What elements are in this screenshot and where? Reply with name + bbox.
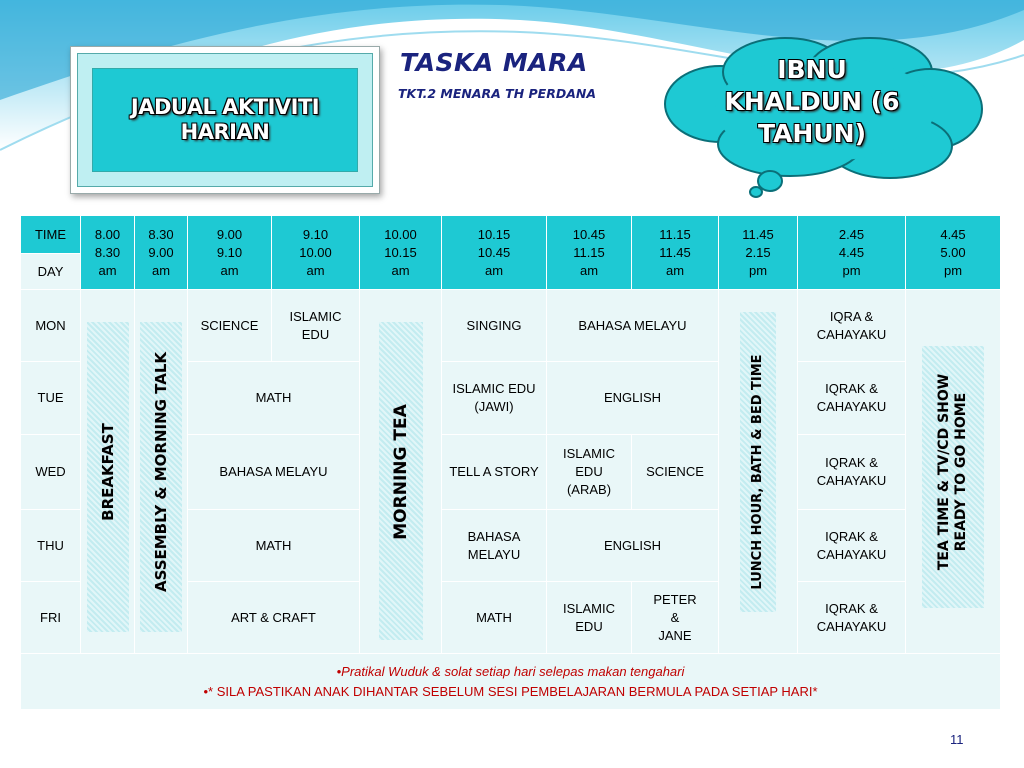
mon-iqra: IQRA & CAHAYAKU	[798, 290, 906, 362]
mon-bahasa-melayu: BAHASA MELAYU	[547, 290, 719, 362]
mon-science: SCIENCE	[188, 290, 272, 362]
tea-time-label: TEA TIME & TV/CD SHOW READY TO GO HOME	[936, 373, 969, 570]
day-mon: MON	[21, 290, 81, 362]
time-slot-1: 8.00 8.30 am	[81, 216, 135, 290]
page-number: 11	[950, 732, 964, 747]
wed-iqrak: IQRAK & CAHAYAKU	[798, 435, 906, 510]
time-slot-3: 9.00 9.10 am	[188, 216, 272, 290]
time-slot-11: 4.45 5.00 pm	[906, 216, 1001, 290]
day-fri: FRI	[21, 582, 81, 654]
fri-peter-jane: PETER & JANE	[632, 582, 719, 654]
tue-math: MATH	[188, 362, 360, 435]
time-slot-4: 9.10 10.00 am	[272, 216, 360, 290]
time-slot-10: 2.45 4.45 pm	[798, 216, 906, 290]
thu-iqrak: IQRAK & CAHAYAKU	[798, 510, 906, 582]
notes-cell	[21, 654, 1001, 710]
note-wuduk: •Pratikal Wuduk & solat setiap hari selepas makan tengahari	[336, 663, 685, 679]
assembly-label: ASSEMBLY & MORNING TALK	[152, 351, 170, 592]
time-slot-9: 11.45 2.15 pm	[719, 216, 798, 290]
lunch-label: LUNCH HOUR, BATH & BED TIME	[750, 353, 765, 590]
tue-iqrak: IQRAK & CAHAYAKU	[798, 362, 906, 435]
organization-address: TKT.2 MENARA TH PERDANA	[398, 86, 597, 101]
time-slot-8: 11.15 11.45 am	[632, 216, 719, 290]
thu-math: MATH	[188, 510, 360, 582]
morning-tea-column	[360, 290, 442, 654]
page-title: JADUAL AKTIVITI HARIAN	[130, 95, 320, 144]
time-slot-7: 10.45 11.15 am	[547, 216, 632, 290]
wed-science: SCIENCE	[632, 435, 719, 510]
wed-islamic-edu: ISLAMIC EDU (ARAB)	[547, 435, 632, 510]
thu-bahasa-melayu: BAHASA MELAYU	[442, 510, 547, 582]
schedule-table	[20, 215, 1001, 710]
morning-tea-label: MORNING TEA	[390, 403, 411, 540]
thu-english: ENGLISH	[547, 510, 719, 582]
time-slot-5: 10.00 10.15 am	[360, 216, 442, 290]
mon-islamic-edu: ISLAMIC EDU	[272, 290, 360, 362]
fri-islamic-edu: ISLAMIC EDU	[547, 582, 632, 654]
breakfast-label: BREAKFAST	[98, 422, 117, 521]
time-slot-6: 10.15 10.45 am	[442, 216, 547, 290]
fri-iqrak: IQRAK & CAHAYAKU	[798, 582, 906, 654]
assembly-column	[135, 290, 188, 654]
breakfast-column	[81, 290, 135, 654]
day-wed: WED	[21, 435, 81, 510]
class-group: IBNU KHALDUN (6 TAHUN)	[724, 55, 900, 148]
time-slot-2: 8.30 9.00 am	[135, 216, 188, 290]
fri-math: MATH	[442, 582, 547, 654]
wed-bahasa-melayu: BAHASA MELAYU	[188, 435, 360, 510]
tue-english: ENGLISH	[547, 362, 719, 435]
note-drop-off: •* SILA PASTIKAN ANAK DIHANTAR SEBELUM SESI PEMBELAJARAN BERMULA PADA SETIAP HARI*	[203, 683, 818, 699]
organization-name: TASKA MARA	[400, 48, 588, 77]
fri-art-craft: ART & CRAFT	[188, 582, 360, 654]
tea-time-column	[906, 290, 1001, 654]
day-label: DAY	[21, 254, 81, 290]
mon-singing: SINGING	[442, 290, 547, 362]
title-box	[70, 46, 380, 194]
day-tue: TUE	[21, 362, 81, 435]
lunch-column	[719, 290, 798, 654]
time-label: TIME	[21, 216, 81, 254]
wed-tell-a-story: TELL A STORY	[442, 435, 547, 510]
day-thu: THU	[21, 510, 81, 582]
tue-islamic-edu: ISLAMIC EDU (JAWI)	[442, 362, 547, 435]
